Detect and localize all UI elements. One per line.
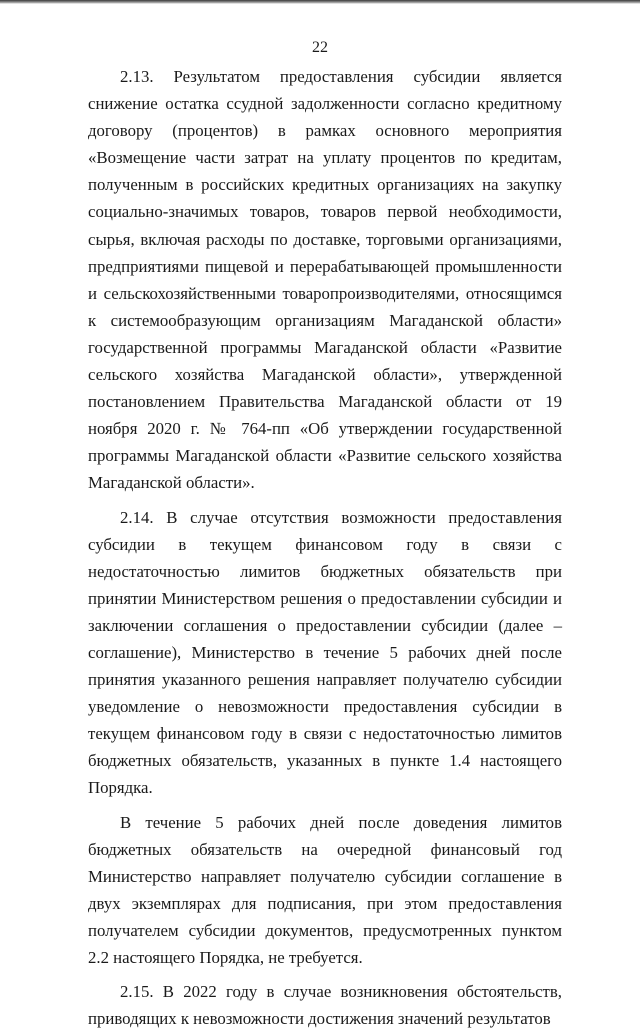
scan-top-edge xyxy=(0,0,640,4)
paragraph-2-15: 2.15. В 2022 году в случае возникновения обстоятельств, приводящих к невозможности достижения значений результатов xyxy=(88,982,562,1029)
paragraph-2-13: 2.13. Результатом предоставления субсидии является снижение остатка ссудной задолженности согласно кредитному договору (процентов) в рамках основного мероприятия «Возмещение части затрат на уплату процентов по кредитам, полученным в российских кредитных организациях на закупку социально-значимых товаров, товаров первой необходимости, сырья, включая расходы по доставке, торговыми организациями, предприятиями пищевой и перерабатывающей промышленности и сельскохозяйственными товаропроизводителями, относящимся к системообразующим организациям Магаданской области» государственной программы Магаданской области «Развитие сельского хозяйства Магаданской области», утвержденной постановлением Правительства Магаданской области от 19 ноября 2020 г. № 764-пп «Об утверждении государственной программы Магаданской области «Развитие сельского хозяйства Магаданской области». xyxy=(88,67,562,493)
page-number: 22 xyxy=(312,39,328,56)
paragraph-limits: В течение 5 рабочих дней после доведения лимитов бюджетных обязательств на очередной финансовый год Министерство направляет получателю субсидии соглашение в двух экземплярах для подписания, при этом предоставления получателем субсидии документов, предусмотренных пунктом 2.2 настоящего Порядка, не требуется. xyxy=(88,812,562,967)
paragraph-2-14: 2.14. В случае отсутствия возможности предоставления субсидии в текущем финансовом году в связи с недостаточностью лимитов бюджетных обязательств при принятии Министерством решения о предоставлении субсидии и заключении соглашения о предоставлении субсидии (далее – соглашение), Министерство в течение 5 рабочих дней после принятия указанного решения направляет получателю субсидии уведомление о невозможности предоставления субсидии в текущем финансовом году в связи с недостаточностью лимитов бюджетных обязательств, указанных в пункте 1.4 настоящего Порядка. xyxy=(88,507,562,798)
document-body xyxy=(88,63,562,1032)
